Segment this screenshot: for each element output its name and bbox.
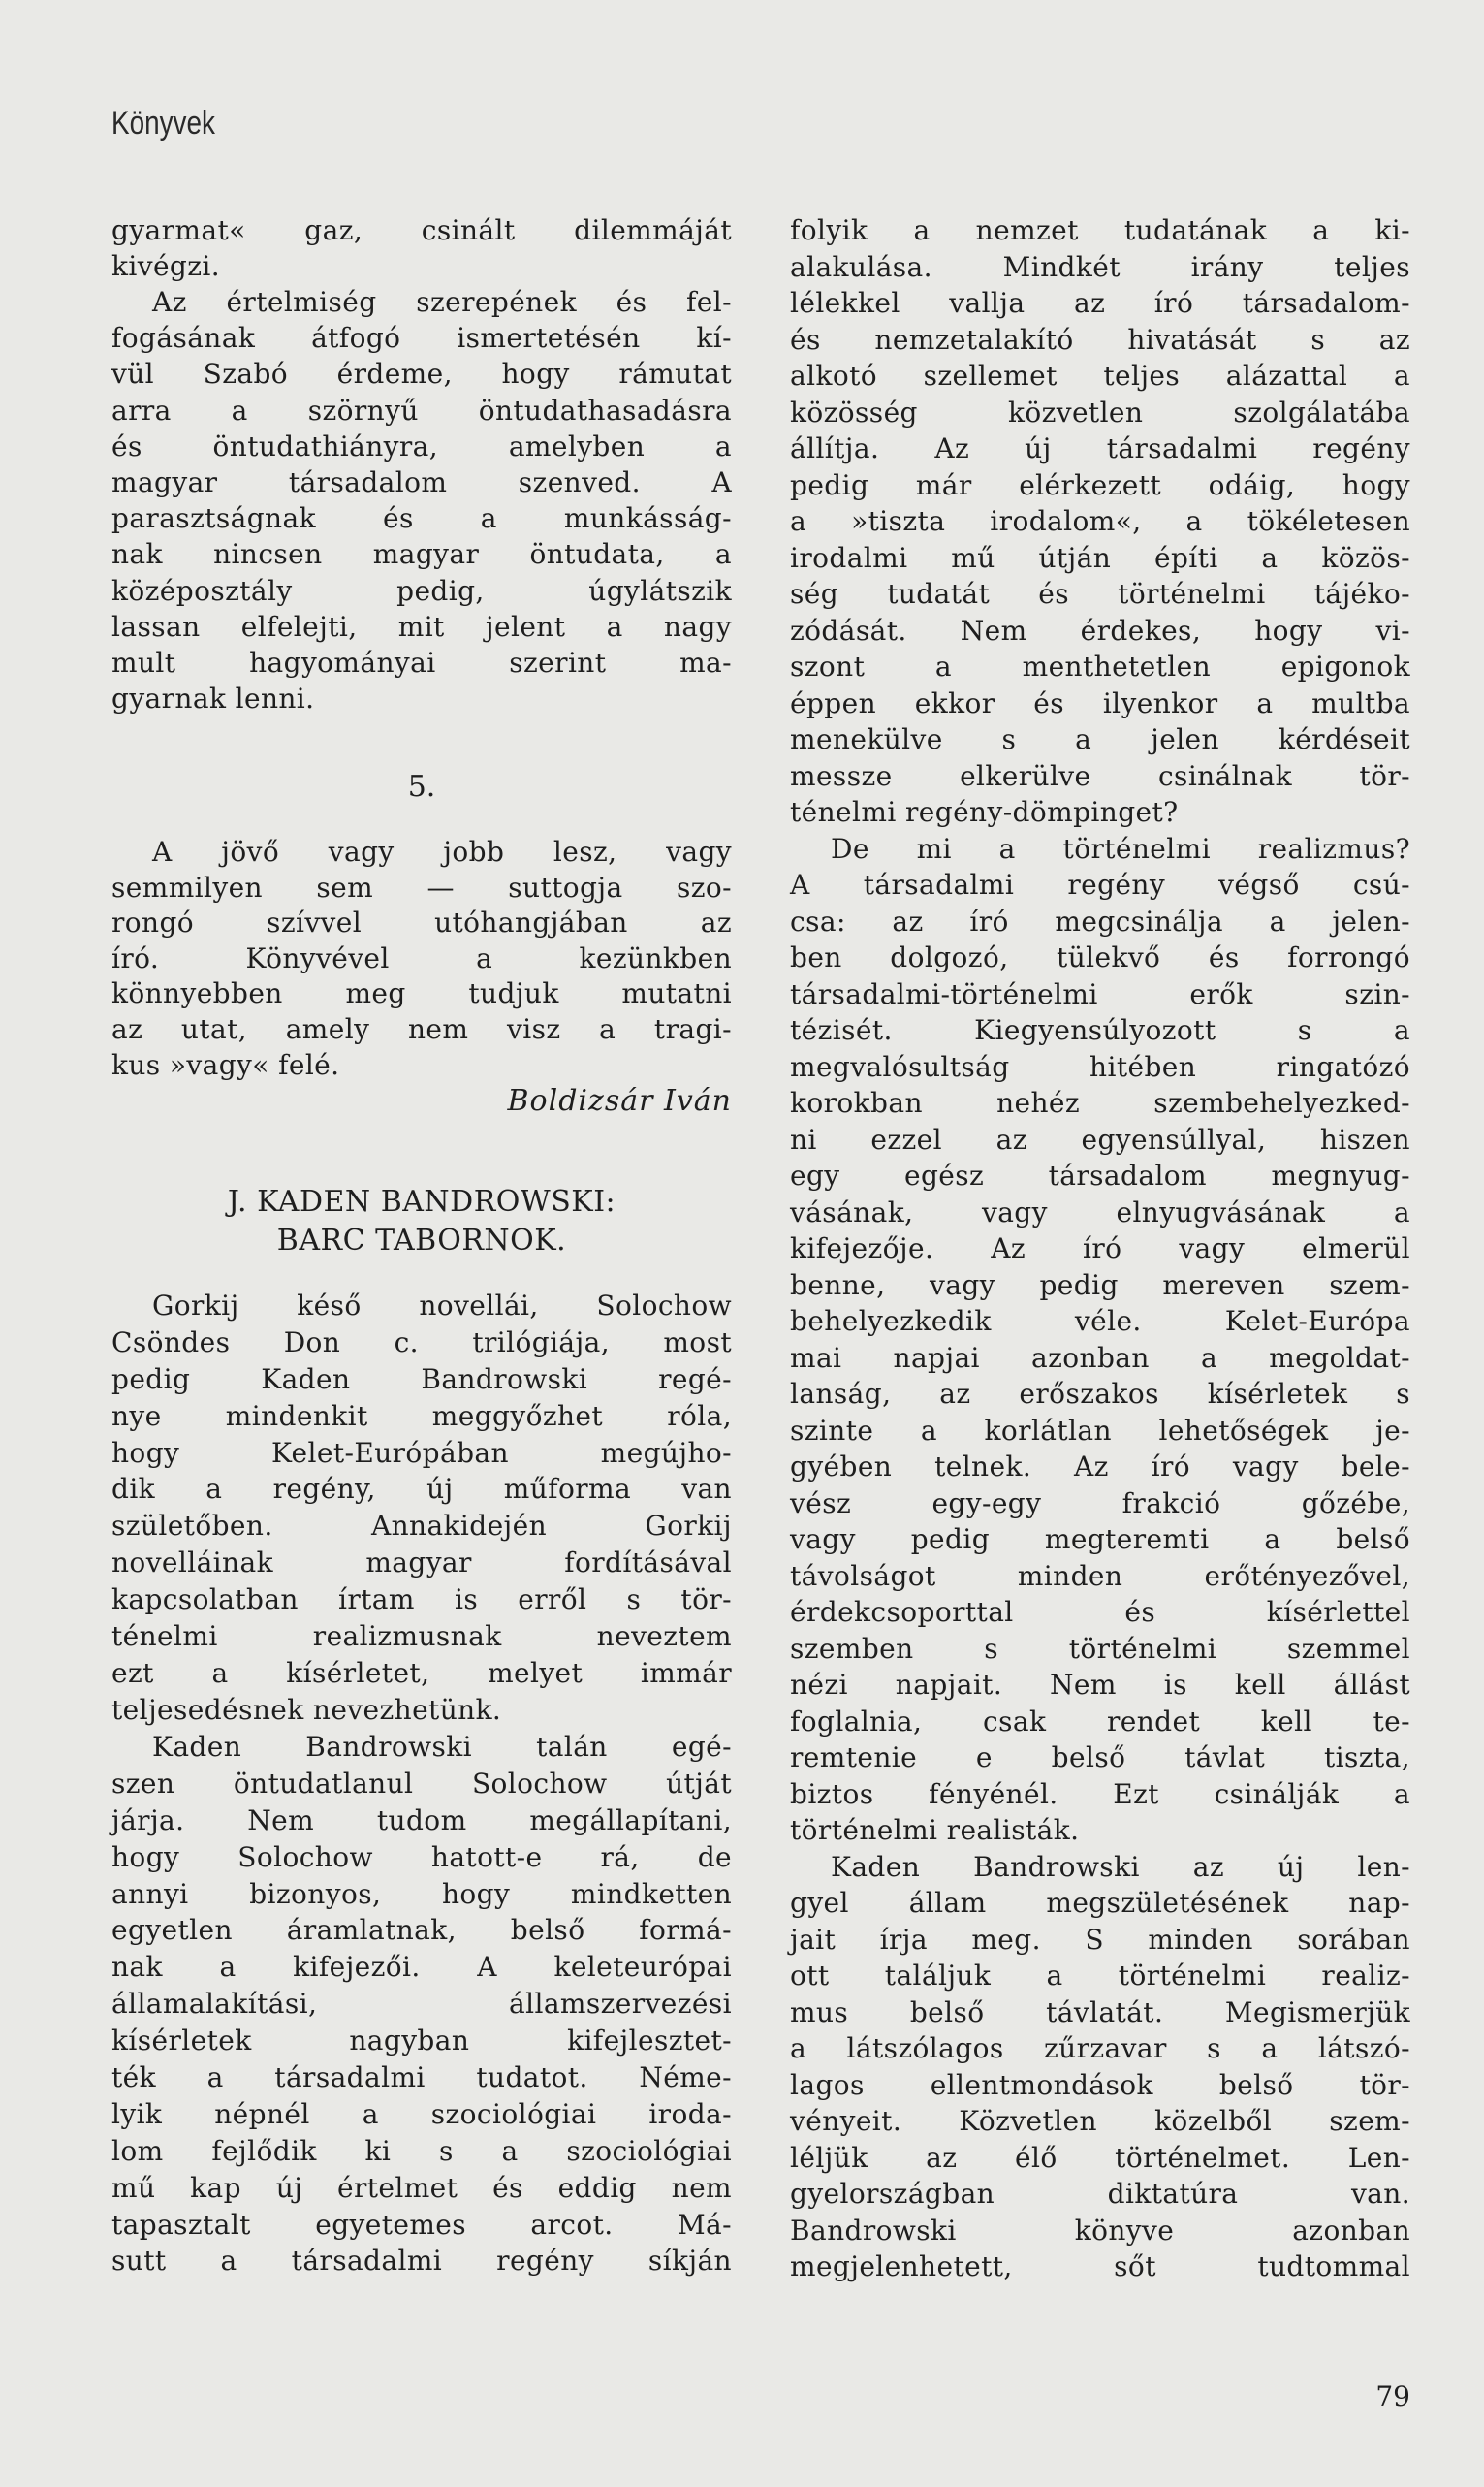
text-line: foglalnia, csak rendet kell te- xyxy=(790,1705,1410,1738)
paragraph xyxy=(111,835,732,1083)
text-line: léljük az élő történelmet. Len- xyxy=(790,2141,1410,2174)
text-line: behelyezkedik véle. Kelet-Európa xyxy=(790,1305,1410,1337)
text-line: gyel állam megszületésének nap- xyxy=(790,1887,1410,1919)
text-line: Csöndes Don c. trilógiája, most xyxy=(111,1325,732,1358)
text-line: történelmi realisták. xyxy=(790,1814,1080,1846)
text-line: lélekkel vallja az író társadalom- xyxy=(790,287,1410,319)
text-line: Az értelmiség szerepének és fel- xyxy=(152,286,732,318)
text-line: ott találjuk a történelmi realiz- xyxy=(790,1960,1410,1992)
review-title xyxy=(111,1183,732,1260)
text-line: messze elkerülve csinálnak tör- xyxy=(790,759,1410,792)
paragraph xyxy=(111,1729,732,2280)
text-line: kifejezője. Az író vagy elmerül xyxy=(790,1232,1410,1264)
text-line: társadalmi-történelmi erők szin- xyxy=(790,977,1410,1010)
text-line: menekülve s a jelen kérdéseit xyxy=(790,723,1410,755)
text-line: és nemzetalakító hivatását s az xyxy=(790,323,1410,356)
text-line: dik a regény, új műforma van xyxy=(111,1473,732,1506)
text-line: nak a kifejezői. A keleteurópai xyxy=(111,1951,732,1984)
paragraph xyxy=(790,212,1410,831)
text-line: a látszólagos zűrzavar s a látszó- xyxy=(790,2032,1410,2064)
text-line: Kaden Bandrowski talán egé- xyxy=(152,1731,732,1763)
text-line: kus »vagy« felé. xyxy=(111,1048,340,1081)
text-line: gyarmat« gaz, csinált dilemmáját xyxy=(111,214,732,246)
paragraph xyxy=(111,1288,732,1729)
paragraph xyxy=(790,831,1410,1849)
text-line: lom fejlődik ki s a szociológiai xyxy=(111,2134,732,2167)
paragraph xyxy=(111,212,732,284)
text-line: mai napjai azonban a megoldat- xyxy=(790,1341,1410,1374)
running-header: Könyvek xyxy=(111,105,215,142)
text-line: alkotó szellemet teljes alázattal a xyxy=(790,360,1410,392)
text-line: kivégzi. xyxy=(111,250,221,283)
text-line: egyetlen áramlatnak, belső formá- xyxy=(111,1914,732,1947)
text-line: zódását. Nem érdekes, hogy vi- xyxy=(790,614,1410,647)
text-line: nye mindenkit meggyőzhet róla, xyxy=(111,1399,732,1432)
title-line: BARC TABORNOK. xyxy=(276,1224,567,1258)
text-line: Bandrowski könyve azonban xyxy=(790,2214,1410,2247)
text-line: Gorkij késő novellái, Solochow xyxy=(152,1290,732,1322)
text-line: és öntudathiányra, amelyben a xyxy=(111,430,732,462)
text-line: pedig már elérkezett odáig, hogy xyxy=(790,468,1410,501)
text-line: járja. Nem tudom megállapítani, xyxy=(111,1803,732,1836)
text-line: szen öntudatlanul Solochow útját xyxy=(111,1767,732,1800)
text-line: tézisét. Kiegyensúlyozott s a xyxy=(790,1014,1410,1046)
text-line: gyelországban diktatúra van. xyxy=(790,2178,1410,2210)
text-line: ténelmi realizmusnak neveztem xyxy=(111,1620,732,1653)
text-line: vényeit. Közvetlen közelből szem- xyxy=(790,2105,1410,2137)
text-line: szont a menthetetlen epigonok xyxy=(790,651,1410,683)
text-line: ték a társadalmi tudatot. Néme- xyxy=(111,2061,732,2094)
title-line: J. KADEN BANDROWSKI: xyxy=(227,1185,616,1219)
text-line: születőben. Annakidején Gorkij xyxy=(111,1510,732,1543)
text-line: mű kap új értelmet és eddig nem xyxy=(111,2171,732,2204)
text-line: kapcsolatban írtam is erről s tör- xyxy=(111,1583,732,1616)
text-line: pedig Kaden Bandrowski regé- xyxy=(111,1362,732,1395)
text-line: közösség közvetlen szolgálatába xyxy=(790,396,1410,429)
text-line: arra a szörnyű öntudathasadásra xyxy=(111,394,732,427)
page-number: 79 xyxy=(1375,2380,1410,2412)
text-line: ben dolgozó, tülekvő és forrongó xyxy=(790,941,1410,973)
text-line: rongó szívvel utóhangjában az xyxy=(111,907,732,940)
text-line: De mi a történelmi realizmus? xyxy=(831,832,1410,865)
text-line: ni ezzel az egyensúllyal, hiszen xyxy=(790,1123,1410,1156)
text-line: gyében telnek. Az író vagy bele- xyxy=(790,1451,1410,1483)
text-line: fogásának átfogó ismertetésén kí- xyxy=(111,322,732,355)
text-line: korokban nehéz szembehelyezked- xyxy=(790,1087,1410,1119)
text-line: író. Könyvével a kezünkben xyxy=(111,941,732,974)
text-line: magyar társadalom szenved. A xyxy=(111,465,732,498)
paragraph xyxy=(111,284,732,717)
text-line: ség tudatát és történelmi tájéko- xyxy=(790,578,1410,610)
text-line: vásának, vagy elnyugvásának a xyxy=(790,1196,1410,1228)
text-line: szinte a korlátlan lehetőségek je- xyxy=(790,1414,1410,1447)
text-line: középosztály pedig, úgylátszik xyxy=(111,574,732,607)
text-line: ténelmi regény-dömpinget? xyxy=(790,796,1179,828)
text-line: nak nincsen magyar öntudata, a xyxy=(111,538,732,571)
text-line: a »tiszta irodalom«, a tökéletesen xyxy=(790,505,1410,537)
text-line: vagy pedig megteremti a belső xyxy=(790,1523,1410,1555)
text-line: államalakítási, államszervezési xyxy=(111,1988,732,2021)
text-line: hogy Solochow hatott-e rá, de xyxy=(111,1840,732,1873)
text-line: csa: az író megcsinálja a jelen- xyxy=(790,905,1410,938)
text-line: irodalmi mű útján építi a közös- xyxy=(790,541,1410,574)
text-line: lassan elfelejti, mit jelent a nagy xyxy=(111,610,732,643)
text-line: mus belső távlatát. Megismerjük xyxy=(790,1995,1410,2028)
text-line: vül Szabó érdeme, hogy rámutat xyxy=(111,358,732,391)
text-line: megjelenhetett, sőt tudtommal xyxy=(790,2250,1410,2282)
text-line: hogy Kelet-Európában megújho- xyxy=(111,1436,732,1469)
text-line: sutt a társadalmi regény síkján xyxy=(111,2245,732,2278)
text-line: gyarnak lenni. xyxy=(111,683,315,716)
text-line: novelláinak magyar fordításával xyxy=(111,1546,732,1579)
text-line: alakulása. Mindkét irány teljes xyxy=(790,250,1410,283)
text-line: kísérletek nagyban kifejlesztet- xyxy=(111,2025,732,2057)
text-line: remtenie e belső távlat tiszta, xyxy=(790,1741,1410,1773)
text-line: A társadalmi regény végső csú- xyxy=(790,869,1410,901)
text-line: lyik népnél a szociológiai iroda- xyxy=(111,2097,732,2130)
text-line: vész egy-egy frakció gőzébe, xyxy=(790,1486,1410,1519)
text-line: éppen ekkor és ilyenkor a multba xyxy=(790,686,1410,719)
text-line: távolságot minden erőtényezővel, xyxy=(790,1559,1410,1592)
text-line: érdekcsoporttal és kísérlettel xyxy=(790,1596,1410,1628)
text-line: lagos ellentmondások belső tör- xyxy=(790,2068,1410,2101)
text-line: tapasztalt egyetemes arcot. Má- xyxy=(111,2208,732,2241)
text-line: az utat, amely nem visz a tragi- xyxy=(111,1012,732,1045)
text-line: állítja. Az új társadalmi regény xyxy=(790,432,1410,464)
text-line: Kaden Bandrowski az új len- xyxy=(831,1850,1410,1883)
text-line: semmilyen sem — suttogja szo- xyxy=(111,871,732,904)
text-line: könnyebben meg tudjuk mutatni xyxy=(111,977,732,1010)
text-line: jait írja meg. S minden sorában xyxy=(790,1923,1410,1956)
author-signature: Boldizsár Iván xyxy=(507,1084,732,1118)
text-line: egy egész társadalom megnyug- xyxy=(790,1160,1410,1192)
text-line: A jövő vagy jobb lesz, vagy xyxy=(152,836,732,868)
text-line: megvalósultság hitében ringatózó xyxy=(790,1050,1410,1083)
paragraph xyxy=(790,1849,1410,2285)
text-line: lanság, az erőszakos kísérletek s xyxy=(790,1378,1410,1410)
text-line: folyik a nemzet tudatának a ki- xyxy=(790,214,1410,246)
text-line: parasztságnak és a munkásság- xyxy=(111,502,732,535)
text-line: teljesedésnek nevezhetünk. xyxy=(111,1693,502,1726)
text-line: nézi napjait. Nem is kell állást xyxy=(790,1669,1410,1701)
text-line: benne, vagy pedig mereven szem- xyxy=(790,1268,1410,1301)
text-line: biztos fényénél. Ezt csinálják a xyxy=(790,1777,1410,1810)
text-line: annyi bizonyos, hogy mindketten xyxy=(111,1877,732,1910)
text-line: ezt a kísérletet, melyet immár xyxy=(111,1656,732,1689)
section-number: 5. xyxy=(407,770,436,804)
text-line: mult hagyományai szerint ma- xyxy=(111,646,732,679)
text-line: szemben s történelmi szemmel xyxy=(790,1632,1410,1665)
